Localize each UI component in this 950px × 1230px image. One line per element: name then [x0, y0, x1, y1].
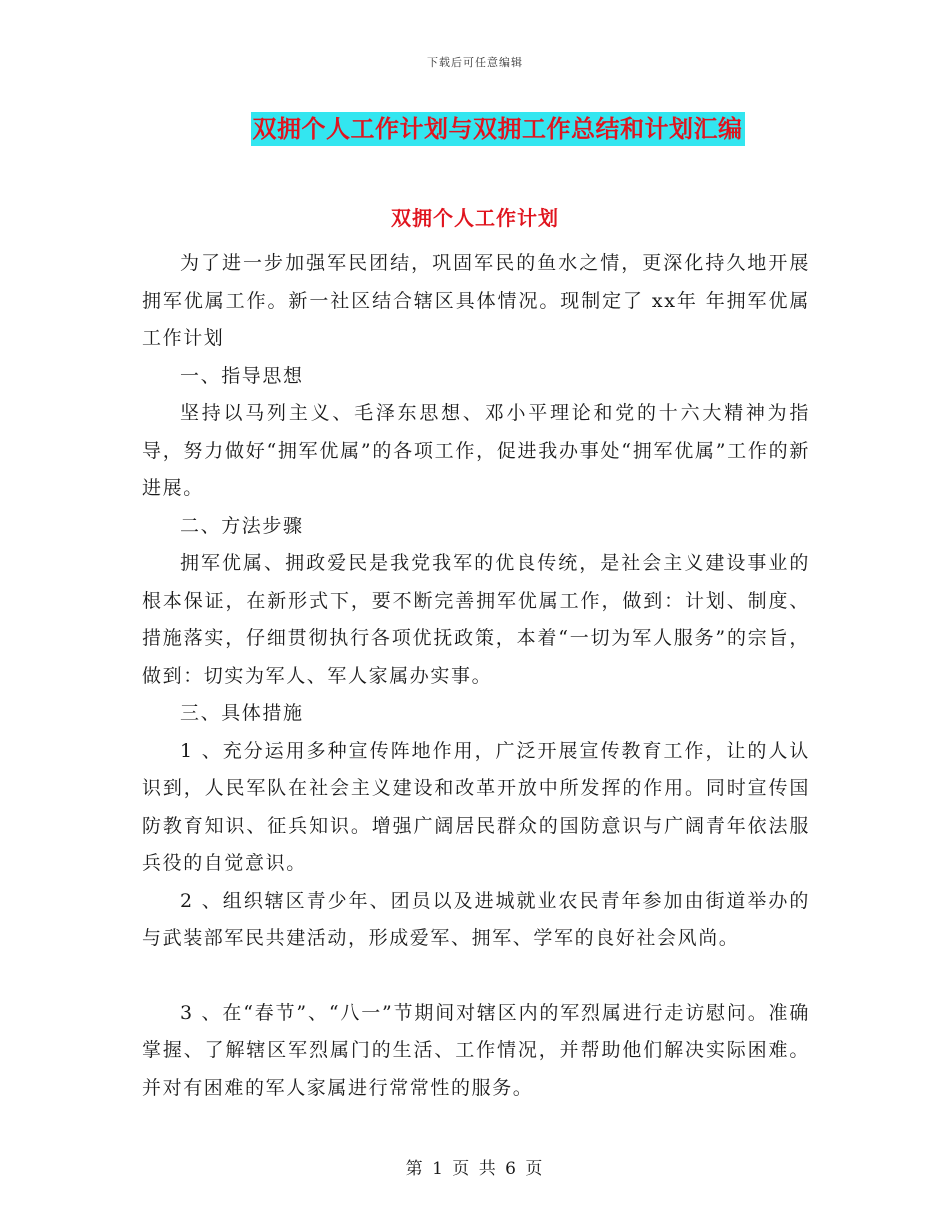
measure-item-1: 1 、充分运用多种宣传阵地作用，广泛开展宣传教育工作，让的人认识到，人民军队在社会主义建设和改革开放中所发挥的作用。同时宣传国防教育知识、征兵知识。增强广阔居民群众的国防意识与广阔青年依法服兵役的自觉意识。 — [142, 739, 810, 874]
document-title-text: 双拥个人工作计划与双拥工作总结和计划汇编 — [251, 112, 745, 146]
measure-item-3: 3 、在“春节”、“八一”节期间对辖区内的军烈属进行走访慰问。准确掌握、了解辖区军烈属门的生活、工作情况，并帮助他们解决实际困难。并对有困难的军人家属进行常常性的服务。 — [142, 1001, 810, 1099]
heading-measures: 三、具体措施 — [180, 702, 304, 724]
heading-methods: 二、方法步骤 — [180, 514, 304, 537]
measure-item-2: 2 、组织辖区青少年、团员以及进城就业农民青年参加由街道举办的与武装部军民共建活动，形成爱军、拥军、学军的良好社会风尚。 — [142, 889, 810, 949]
header-note: 下载后可任意编辑 — [427, 56, 523, 69]
intro-paragraph: 为了进一步加强军民团结，巩固军民的鱼水之情，更深化持久地开展拥军优属工作。新一社区结合辖区具体情况。现制定了 xx年 年拥军优属工作计划 — [142, 252, 810, 349]
paragraph-methods: 拥军优属、拥政爱民是我党我军的优良传统，是社会主义建设事业的根本保证，在新形式下，要不断完善拥军优属工作，做到：计划、制度、措施落实，仔细贯彻执行各项优抚政策，本着“一切为军人服务”的宗旨，做到：切实为军人、军人家属办实事。 — [142, 552, 810, 687]
section-title: 双拥个人工作计划 — [391, 206, 559, 230]
document-title — [0, 112, 950, 146]
heading-guiding-ideology: 一、指导思想 — [180, 364, 304, 387]
page-footer: 第 1 页 共 6 页 — [405, 1159, 545, 1179]
document-body — [142, 245, 810, 1107]
paragraph-guiding-ideology: 坚持以马列主义、毛泽东思想、邓小平理论和党的十六大精神为指导，努力做好“拥军优属”的各项工作，促进我办事处“拥军优属”工作的新进展。 — [142, 402, 810, 499]
